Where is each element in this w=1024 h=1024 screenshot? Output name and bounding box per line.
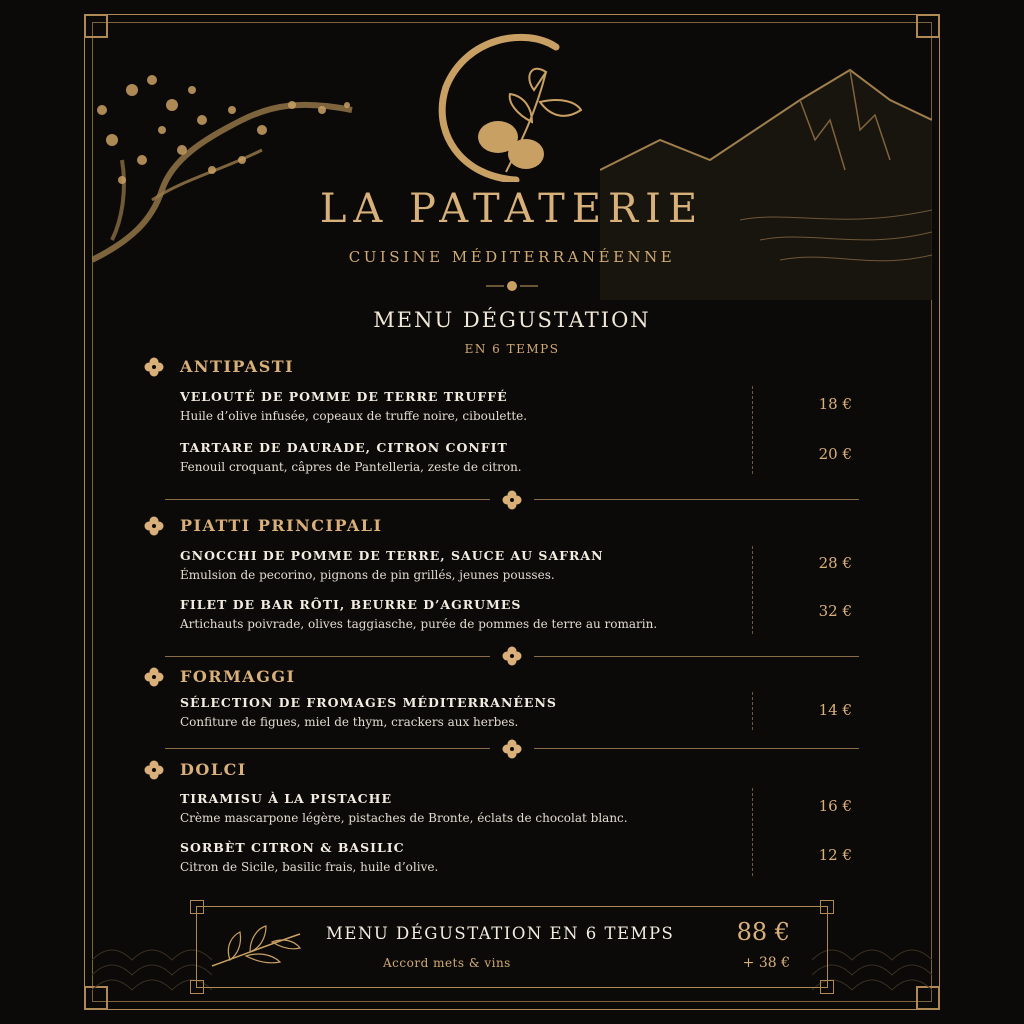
dish-price: 20 € bbox=[818, 445, 852, 463]
footer-price: 88 € bbox=[736, 918, 790, 946]
corner-ornament-tl bbox=[84, 14, 108, 38]
section-divider-left bbox=[165, 656, 490, 657]
price-divider bbox=[752, 692, 753, 730]
divider-flower-icon bbox=[486, 278, 538, 294]
price-divider bbox=[752, 386, 753, 474]
dish-name: GNOCCHI DE POMME DE TERRE, SAUCE AU SAFRAN bbox=[180, 548, 604, 563]
dish-name: FILET DE BAR RÔTI, BEURRE D’AGRUMES bbox=[180, 597, 522, 612]
price-divider bbox=[752, 546, 753, 634]
dish-price: 14 € bbox=[818, 701, 852, 719]
menu-title: MENU DÉGUSTATION bbox=[373, 308, 651, 332]
footer-corner-tr bbox=[820, 900, 834, 914]
footer-corner-tl bbox=[190, 900, 204, 914]
dish-price: 18 € bbox=[818, 395, 852, 413]
flower-icon bbox=[502, 646, 522, 666]
flower-icon bbox=[144, 516, 164, 536]
section-divider-left bbox=[165, 499, 490, 500]
dish-name: SÉLECTION DE FROMAGES MÉDITERRANÉENS bbox=[180, 695, 557, 710]
dish-name: VELOUTÉ DE POMME DE TERRE TRUFFÉ bbox=[180, 389, 508, 404]
dish-desc: Confiture de figues, miel de thym, crackers aux herbes. bbox=[180, 715, 519, 729]
dish-price: 12 € bbox=[818, 846, 852, 864]
dish-name: SORBÈT CITRON & BASILIC bbox=[180, 840, 405, 855]
menu-subtitle: EN 6 TEMPS bbox=[464, 342, 560, 356]
section-divider-right bbox=[534, 748, 859, 749]
flower-icon bbox=[144, 667, 164, 687]
brand-title: LA PATATERIE bbox=[319, 186, 705, 232]
dish-desc: Huile d’olive infusée, copeaux de truffe noire, ciboulette. bbox=[180, 409, 528, 423]
section-divider-right bbox=[534, 656, 859, 657]
section-divider-left bbox=[165, 748, 490, 749]
dish-price: 16 € bbox=[818, 797, 852, 815]
section-title-formaggi: FORMAGGI bbox=[180, 667, 296, 686]
dish-desc: Crème mascarpone légère, pistaches de Bronte, éclats de chocolat blanc. bbox=[180, 811, 628, 825]
dish-desc: Fenouil croquant, câpres de Pantelleria, zeste de citron. bbox=[180, 460, 522, 474]
dish-name: TARTARE DE DAURADE, CITRON CONFIT bbox=[180, 440, 508, 455]
leaf-branch-icon bbox=[210, 918, 302, 972]
footer-corner-bl bbox=[190, 980, 204, 994]
flower-icon bbox=[502, 490, 522, 510]
dish-name: TIRAMISU À LA PISTACHE bbox=[180, 791, 392, 806]
section-title-dolci: DOLCI bbox=[180, 760, 247, 779]
section-title-piatti-principali: PIATTI PRINCIPALI bbox=[180, 516, 383, 535]
brand-subtitle: CUISINE MÉDITERRANÉENNE bbox=[348, 248, 676, 266]
dish-desc: Citron de Sicile, basilic frais, huile d’olive. bbox=[180, 860, 439, 874]
dish-price: 32 € bbox=[818, 602, 852, 620]
section-divider-right bbox=[534, 499, 859, 500]
footer-subtitle: Accord mets & vins bbox=[383, 956, 511, 970]
corner-ornament-tr bbox=[916, 14, 940, 38]
flower-icon bbox=[502, 739, 522, 759]
footer-title: MENU DÉGUSTATION EN 6 TEMPS bbox=[326, 924, 675, 943]
flower-icon bbox=[144, 357, 164, 377]
dish-price: 28 € bbox=[818, 554, 852, 572]
section-title-antipasti: ANTIPASTI bbox=[180, 357, 295, 376]
potato-branch-logo-icon bbox=[436, 32, 586, 182]
flower-icon bbox=[144, 760, 164, 780]
dish-desc: Artichauts poivrade, olives taggiasche, purée de pommes de terre au romarin. bbox=[180, 617, 658, 631]
price-divider bbox=[752, 788, 753, 876]
dish-desc: Émulsion de pecorino, pignons de pin grillés, jeunes pousses. bbox=[180, 568, 555, 582]
footer-corner-br bbox=[820, 980, 834, 994]
footer-wine-price: + 38 € bbox=[742, 955, 790, 971]
